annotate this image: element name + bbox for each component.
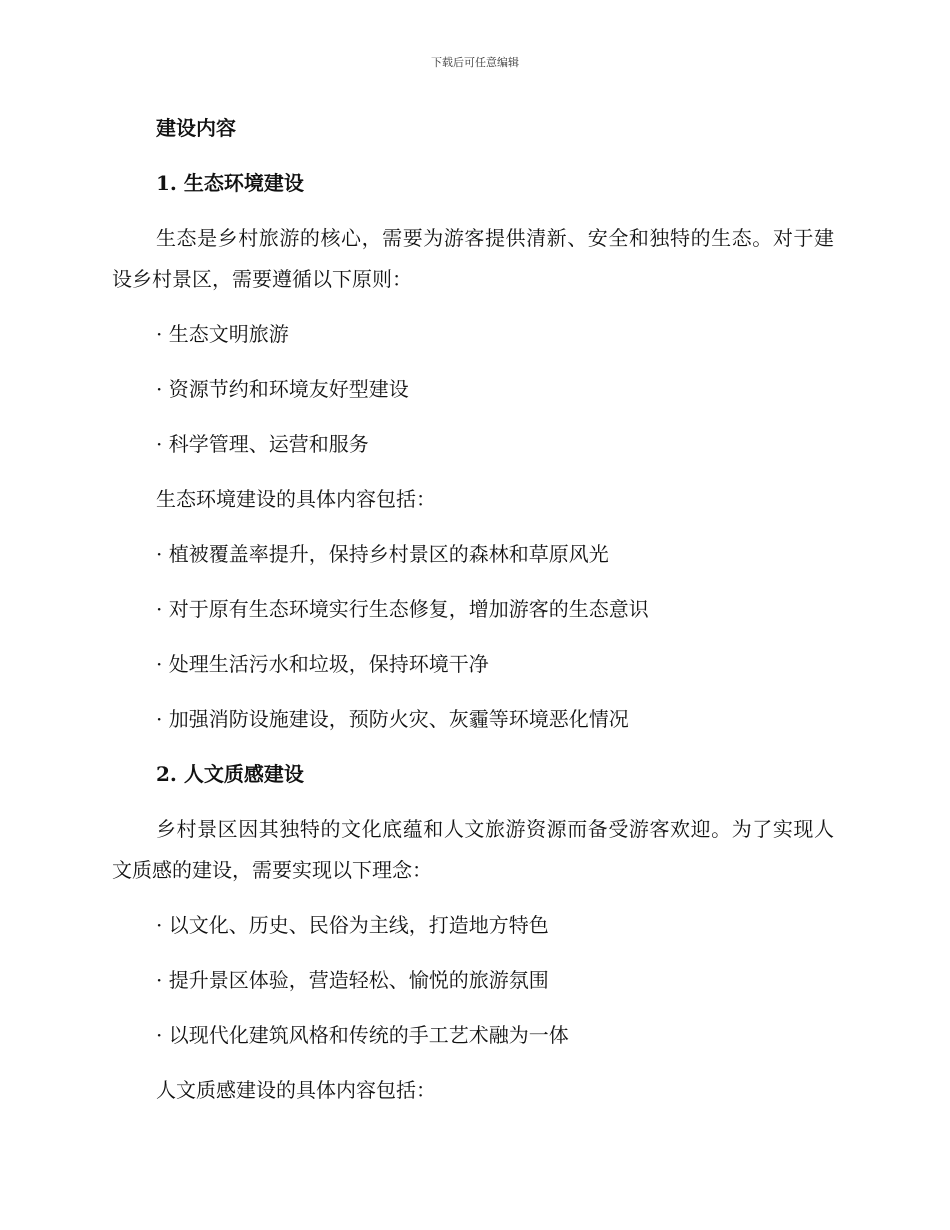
section-2-content-intro: 人文质感建设的具体内容包括：	[156, 1078, 436, 1102]
section-1-item: · 植被覆盖率提升，保持乡村景区的森林和草原风光	[156, 542, 609, 566]
section-1-principle: · 生态文明旅游	[156, 322, 289, 346]
section-title: 建设内容	[156, 116, 236, 140]
section-1-item: · 对于原有生态环境实行生态修复，增加游客的生态意识	[156, 597, 649, 621]
section-2-heading: 2. 人文质感建设	[156, 762, 304, 786]
section-1-intro: 生态是乡村旅游的核心，需要为游客提供清新、安全和独特的生态。对于建设乡村景区，需要遵循以下原则：	[112, 226, 834, 291]
document-body	[112, 108, 834, 1125]
section-2-principle: · 提升景区体验，营造轻松、愉悦的旅游氛围	[156, 968, 549, 992]
section-2-principle: · 以现代化建筑风格和传统的手工艺术融为一体	[156, 1023, 569, 1047]
section-1-principle: · 科学管理、运营和服务	[156, 432, 369, 456]
section-1-content-intro: 生态环境建设的具体内容包括：	[156, 487, 436, 511]
page-header: 下载后可任意编辑	[431, 56, 519, 69]
section-2-intro: 乡村景区因其独特的文化底蕴和人文旅游资源而备受游客欢迎。为了实现人文质感的建设，需要实现以下理念：	[112, 817, 834, 882]
section-1-principle: · 资源节约和环境友好型建设	[156, 377, 409, 401]
section-1-item: · 处理生活污水和垃圾，保持环境干净	[156, 652, 489, 676]
section-1-item: · 加强消防设施建设，预防火灾、灰霾等环境恶化情况	[156, 707, 629, 731]
section-2-principle: · 以文化、历史、民俗为主线，打造地方特色	[156, 913, 549, 937]
section-1-heading: 1. 生态环境建设	[156, 171, 304, 195]
